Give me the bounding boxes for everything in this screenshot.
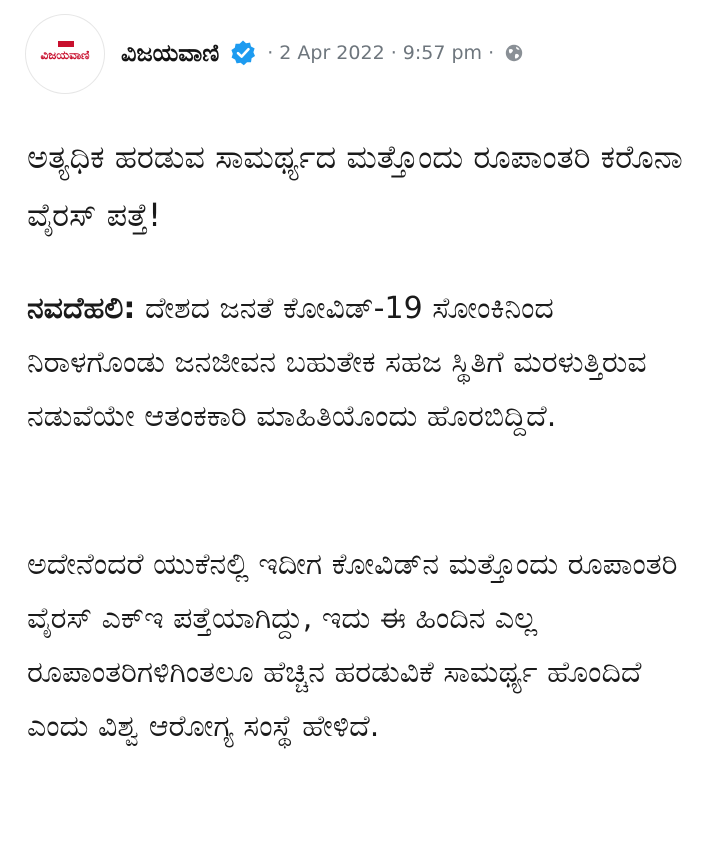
post-timestamp: · 2 Apr 2022 · 9:57 pm · — [267, 42, 495, 64]
post-header — [25, 14, 705, 96]
author-name[interactable]: ವಿಜಯವಾಣಿ — [121, 39, 220, 67]
page-avatar[interactable] — [25, 14, 105, 94]
post-headline: ಅತ್ಯಧಿಕ ಹರಡುವ ಸಾಮರ್ಥ್ಯದ ಮತ್ತೊಂದು ರೂಪಾಂತರಿ ಕರೊನಾ ವೈರಸ್ ಪತ್ತೆ! — [27, 138, 683, 234]
author-line — [121, 36, 524, 70]
verified-badge-icon — [229, 39, 257, 67]
paragraph-1-body: ದೇಶದ ಜನತೆ ಕೋವಿಡ್-19 ಸೋಂಕಿನಿಂದ ನಿರಾಳಗೊಂಡು ಜನಜೀವನ ಬಹುತೇಕ ಸಹಜ ಸ್ಥಿತಿಗೆ ಮರಳುತ್ತಿರುವ ನಡುವೆಯೇ ಆತಂಕಕಾರಿ ಮಾಹಿತಿಯೊಂದು ಹೊರಬಿದ್ದಿದೆ. — [27, 291, 647, 434]
globe-icon — [504, 43, 524, 63]
avatar-logo — [28, 45, 102, 65]
avatar-logo-text: ವಿಜಯವಾಣಿ — [40, 48, 90, 62]
dateline: ನವದೆಹಲಿ: — [27, 291, 136, 326]
post-paragraph-1 — [27, 282, 697, 444]
post-paragraph-2: ಅದೇನೆಂದರೆ ಯುಕೆನಲ್ಲಿ ಇದೀಗ ಕೋವಿಡ್‌ನ ಮತ್ತೊಂದು ರೂಪಾಂತರಿ ವೈರಸ್ ಎಕ್‌ಇ ಪತ್ತೆಯಾಗಿದ್ದು, ಇದು ಈ ಹಿಂದಿನ ಎಲ್ಲ ರೂಪಾಂತರಿಗಳಿಗಿಂತಲೂ ಹೆಚ್ಚಿನ ಹರಡುವಿಕೆ ಸಾಮರ್ಥ್ಯ ಹೊಂದಿದೆ ಎಂದು ವಿಶ್ವ ಆರೋಗ್ಯ ಸಂಸ್ಥೆ ಹೇಳಿದೆ. — [27, 547, 678, 744]
avatar-logo-badge — [58, 41, 74, 47]
